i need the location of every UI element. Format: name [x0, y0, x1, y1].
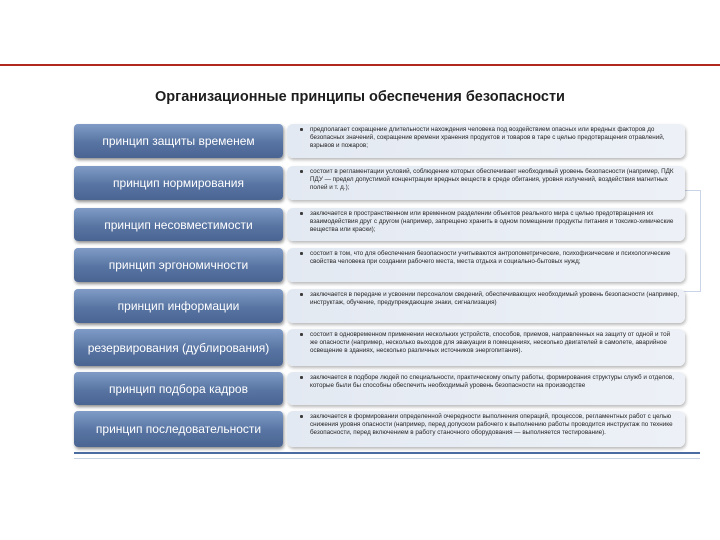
principle-label: принцип защиты временем — [74, 124, 283, 158]
principle-row-information — [74, 289, 685, 323]
principle-description: заключается в пространственном или временном разделении объектов реального мира с целью предотвращения их взаимодействия друг с другом (например, запрещено хранить в одном помещении продукты питания и токсико-химические вещества или краски); — [287, 208, 685, 241]
principle-row-staff-selection — [74, 372, 685, 405]
principle-description: предполагает сокращение длительности нахождения человека под воздействием опасных или вредных факторов до безопасных значений, сокращение времени хранения продуктов и товаров в таре с целью предотвращения отравлений, взрывов и пожаров; — [287, 124, 685, 158]
bottom-faint-line — [74, 458, 700, 459]
principle-row-time-protection — [74, 124, 685, 158]
principle-row-sequence — [74, 411, 685, 447]
principle-description: состоит в одновременном применении нескольких устройств, способов, приемов, направленных на защиту от одной и той же опасности (например, несколько выходов для эвакуации в помещениях, несколько двигателей в самолете, аварийное освещение в зданиях, несколько различных источников энергопитания). — [287, 329, 685, 366]
principle-description: заключается в передаче и усвоении персоналом сведений, обеспечивающих необходимый уровень безопасности (например, инструктаж, обучение, предупреждающие знаки, сигнализация) — [287, 289, 685, 323]
principle-row-incompatibility — [74, 208, 685, 241]
principle-label: принцип несовместимости — [74, 208, 283, 241]
principle-description: состоит в том, что для обеспечения безопасности учитываются антропометрические, психофизические и психологические свойства человека при создании рабочего места, места отдыха и социально-бытовых нужд; — [287, 248, 685, 282]
principle-label: резервирования (дублирования) — [74, 329, 283, 366]
principle-label: принцип эргономичности — [74, 248, 283, 282]
top-divider-line — [0, 64, 720, 66]
principle-label: принцип подбора кадров — [74, 372, 283, 405]
principle-description: заключается в формировании определенной очередности выполнения операций, процессов, регламентных работ с целью снижения уровня опасности (например, перед допуском рабочего к выполнению работы проводится инструктаж по технике безопасности, перед включением в работу станочного оборудования — выполняется тестирование). — [287, 411, 685, 447]
bottom-divider-line — [74, 452, 700, 454]
principle-label: принцип информации — [74, 289, 283, 323]
principle-row-ergonomics — [74, 248, 685, 282]
principle-row-normalization — [74, 166, 685, 200]
principle-label: принцип последовательности — [74, 411, 283, 447]
principle-description: заключается в подборе людей по специальности, практическому опыту работы, формирования структуры служб и отделов, которые были бы способны обеспечить необходимый уровень безопасности на производстве — [287, 372, 685, 405]
principle-description: состоит в регламентации условий, соблюдение которых обеспечивает необходимый уровень безопасности (например, ПДК ПДУ — предел допустимой концентрации вредных веществ в среде обитания, уровня излучений, воздействия магнитных полей и т. д.); — [287, 166, 685, 200]
principle-row-redundancy — [74, 329, 685, 366]
page-title: Организационные принципы обеспечения безопасности — [155, 89, 565, 105]
principle-label: принцип нормирования — [74, 166, 283, 200]
